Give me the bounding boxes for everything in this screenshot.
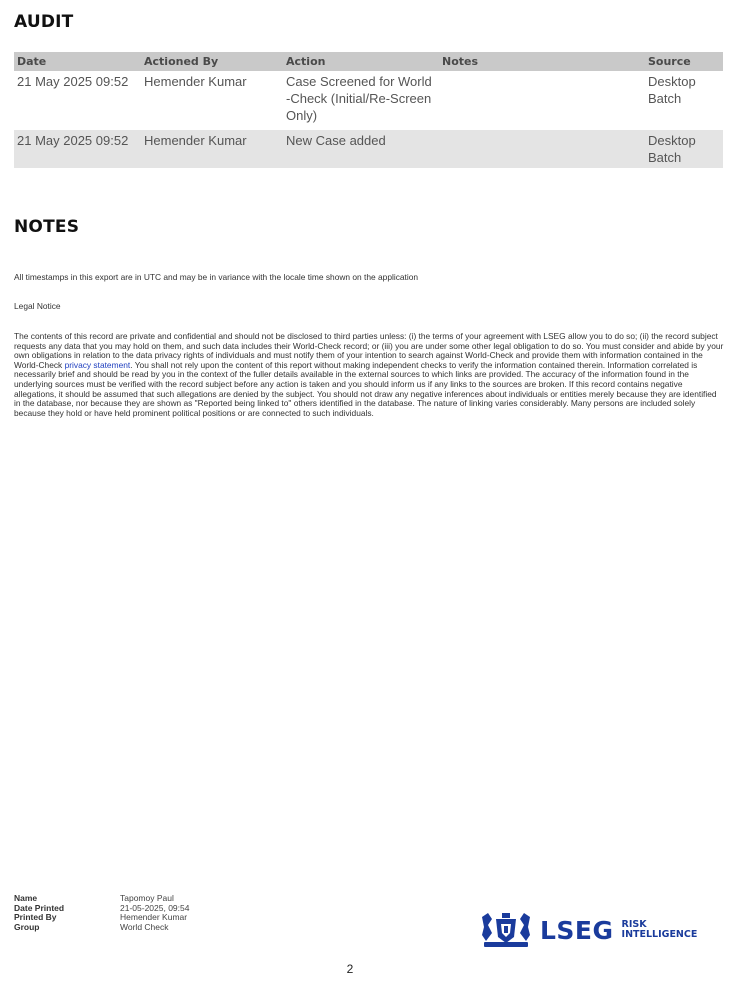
cell-date: 21 May 2025 09:52 bbox=[17, 133, 129, 148]
meta-value: World Check bbox=[120, 921, 169, 932]
notes-heading: NOTES bbox=[14, 217, 80, 237]
cell-source: Desktop Batch bbox=[648, 133, 696, 165]
cell-action-wrap bbox=[286, 132, 442, 149]
logo-subtitle-line-1: RISK bbox=[621, 919, 647, 930]
print-metadata bbox=[14, 894, 189, 932]
table-row bbox=[14, 130, 723, 168]
logo-subtitle bbox=[622, 920, 698, 940]
meta-label: Printed By bbox=[14, 912, 57, 923]
column-header-source: Source bbox=[648, 55, 691, 68]
cell-action-wrap bbox=[286, 73, 442, 124]
cell-source: Desktop Batch bbox=[648, 74, 696, 106]
logo-wordmark: LSEG bbox=[540, 915, 614, 945]
audit-table bbox=[14, 52, 723, 168]
meta-value: Hemender Kumar bbox=[120, 912, 188, 923]
column-header-action: Action bbox=[286, 55, 326, 68]
cell-actioned-by: Hemender Kumar bbox=[144, 133, 247, 148]
cell-date: 21 May 2025 09:52 bbox=[17, 74, 129, 89]
logo-subtitle-line-2: INTELLIGENCE bbox=[621, 929, 698, 940]
column-header-date: Date bbox=[17, 55, 47, 68]
legal-text-part-2: . You shall not rely upon the content of this report without making independent checks to verify the information contained therein. Information correlated is necessarily brief and should be read by you in the context of the fuller details available in the external sources to which links are provided. The accuracy of the information found in the underlying sources must be verified with the record subject before any action is taken and you should inform us if any links to the sources are broken. If this record contains negative allegations, it should be assumed that such allegations are denied by the subject. You should not draw any negative inferences about individuals or entities merely because they are identified in the database, nor because they are shown as "Reported being linked to" others identified in the database. The nature of linking varies considerably. Many persons are included solely because they hold or have held prominent political positions or are connected to such individuals. bbox=[14, 359, 717, 418]
meta-label: Name bbox=[14, 893, 38, 903]
legal-notice-text bbox=[14, 332, 724, 418]
legal-text-part-1: The contents of this record are private and confidential and should not be disclosed to third parties unless: (i) the terms of your agreement with LSEG allow you to do so; (ii) the record subject requests any data that you may hold on them, and such data includes their World-Check record; or (iii) you are under some other legal obligation to do so. You must consider and abide by your own obligations in relation to the data privacy rights of individuals and must notify them of your intention to search against World-Check and provide them with information contained in the World-Check bbox=[14, 331, 724, 370]
cell-actioned-by: Hemender Kumar bbox=[144, 74, 247, 89]
meta-label: Date Printed bbox=[14, 902, 65, 913]
cell-action: Case Screened for World-Check (Initial/Re-Screen Only) bbox=[286, 74, 432, 123]
audit-table-header bbox=[14, 52, 723, 71]
cell-action: New Case added bbox=[286, 133, 386, 148]
meta-row-group bbox=[14, 923, 189, 933]
privacy-statement-link[interactable]: privacy statement bbox=[64, 359, 131, 370]
lseg-risk-intelligence-logo bbox=[478, 910, 697, 950]
meta-value: Tapomoy Paul bbox=[120, 893, 174, 903]
audit-heading: AUDIT bbox=[14, 12, 74, 32]
crest-icon bbox=[478, 911, 534, 949]
meta-value: 21-05-2025, 09:54 bbox=[120, 902, 190, 913]
legal-notice-label: Legal Notice bbox=[14, 301, 61, 311]
table-row bbox=[14, 71, 723, 126]
column-header-notes: Notes bbox=[442, 55, 479, 68]
meta-label: Group bbox=[14, 921, 40, 932]
page-number: 2 bbox=[346, 962, 354, 976]
column-header-actioned-by: Actioned By bbox=[144, 55, 219, 68]
timestamp-note: All timestamps in this export are in UTC and may be in variance with the locale time shown on the application bbox=[14, 272, 419, 282]
